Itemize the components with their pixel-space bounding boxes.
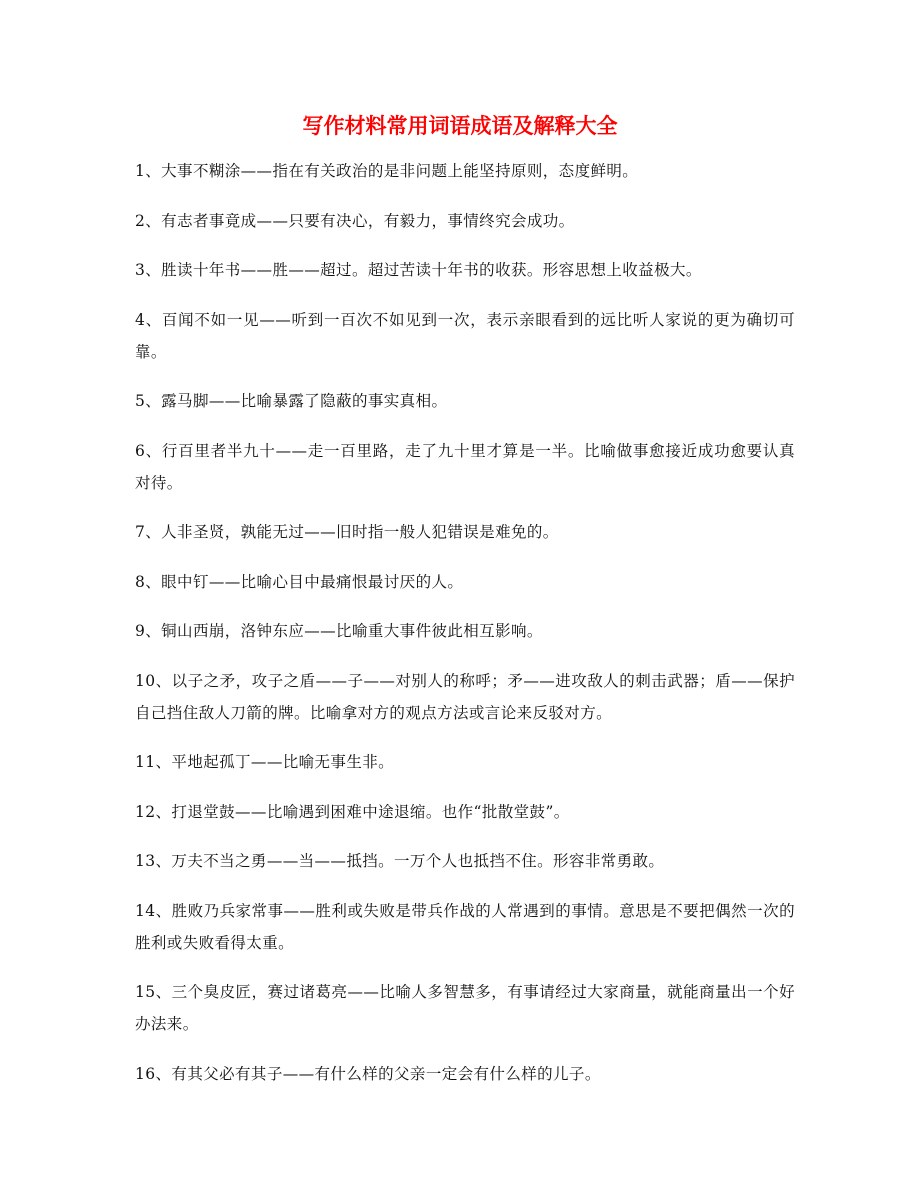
idiom-entry: 7、人非圣贤，孰能无过——旧时指一般人犯错误是难免的。	[135, 523, 559, 541]
idiom-entry: 15、三个臭皮匠，赛过诸葛亮——比喻人多智慧多，有事请经过大家商量，就能商量出一个好办法来。	[135, 983, 795, 1033]
idiom-entry: 12、打退堂鼓——比喻遇到困难中途退缩。也作“批散堂鼓”。	[135, 802, 570, 821]
idiom-list	[135, 155, 795, 1107]
document-title: 写作材料常用词语成语及解释大全	[302, 113, 618, 138]
idiom-entry: 5、露马脚——比喻暴露了隐蔽的事实真相。	[135, 392, 448, 410]
idiom-entry: 16、有其父必有其子——有什么样的父亲一定会有什么样的儿子。	[135, 1064, 601, 1083]
idiom-entry: 10、以子之矛，攻子之盾——子——对别人的称呼；矛——进攻敌人的刺击武器；盾——保护自己挡住敌人刀箭的牌。比喻拿对方的观点方法或言论来反驳对方。	[135, 671, 795, 722]
idiom-entry: 3、胜读十年书——胜——超过。超过苦读十年书的收获。形容思想上收益极大。	[135, 261, 702, 279]
idiom-entry: 8、眼中钉——比喻心目中最痛恨最讨厌的人。	[135, 572, 464, 591]
idiom-entry: 2、有志者事竟成——只要有决心，有毅力，事情终究会成功。	[135, 211, 575, 230]
idiom-entry: 13、万夫不当之勇——当——抵挡。一万个人也抵挡不住。形容非常勇敢。	[135, 852, 665, 870]
idiom-entry: 1、大事不糊涂——指在有关政治的是非问题上能坚持原则，态度鲜明。	[135, 162, 639, 180]
idiom-entry: 14、胜败乃兵家常事——胜利或失败是带兵作战的人常遇到的事情。意思是不要把偶然一次的胜利或失败看得太重。	[135, 901, 795, 952]
idiom-entry: 4、百闻不如一见——听到一百次不如见到一次，表示亲眼看到的远比听人家说的更为确切可靠。	[135, 310, 795, 361]
idiom-entry: 6、行百里者半九十——走一百里路，走了九十里才算是一半。比喻做事愈接近成功愈要认真对待。	[135, 441, 795, 492]
idiom-entry: 9、铜山西崩，洛钟东应——比喻重大事件彼此相互影响。	[135, 622, 543, 640]
idiom-entry: 11、平地起孤丁——比喻无事生非。	[135, 753, 395, 771]
